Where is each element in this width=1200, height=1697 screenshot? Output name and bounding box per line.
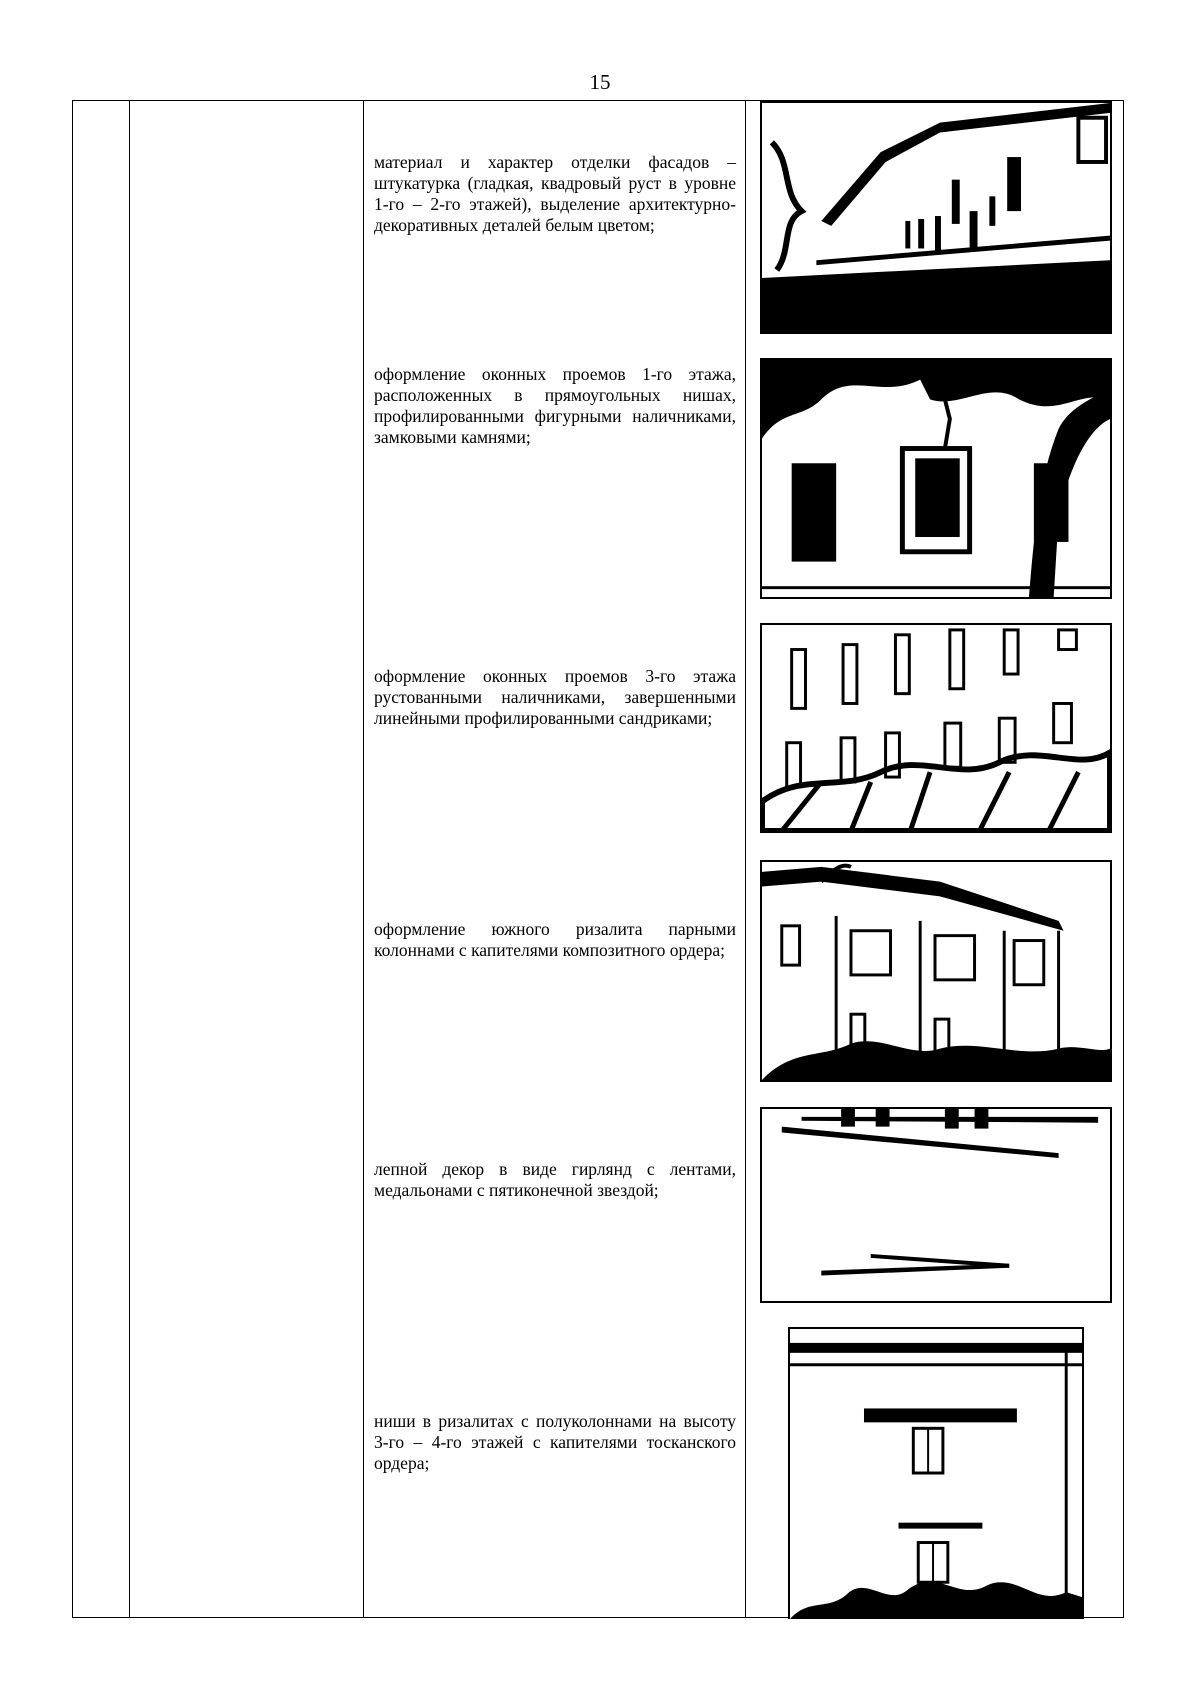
column-divider: [129, 101, 130, 1617]
feature-description: лепной декор в виде гирлянд с лентами, медальонами с пятиконечной звездой;: [374, 1159, 736, 1200]
feature-description: материал и характер отделки фасадов – штукатурка (гладкая, квадровый руст в уровне 1-го – 2-го этажей), выделение архитектурно-декоративных деталей белым цветом;: [374, 152, 736, 235]
third-floor-windows-photo: [760, 623, 1112, 833]
window-opening-photo: [760, 358, 1112, 599]
risalit-niches-photo: [788, 1327, 1084, 1619]
page-number: 15: [589, 70, 611, 94]
feature-description: оформление оконных проемов 3-го этажа рустованными наличниками, завершенными линейными профилированными сандриками;: [374, 666, 736, 728]
feature-description: оформление южного ризалита парными колоннами с капителями композитного ордера;: [374, 919, 736, 960]
column-divider: [363, 101, 364, 1617]
feature-description: ниши в ризалитах с полуколоннами на высоту 3-го – 4-го этажей с капителями тосканского ордера;: [374, 1411, 736, 1473]
stucco-decor-photo: [760, 1107, 1112, 1303]
building-facade-photo: [760, 101, 1112, 334]
column-divider: [745, 101, 746, 1617]
south-risalit-photo: [760, 860, 1112, 1082]
feature-description: оформление оконных проемов 1-го этажа, расположенных в прямоугольных нишах, профилированными фигурными наличниками, замковыми камнями;: [374, 364, 736, 447]
